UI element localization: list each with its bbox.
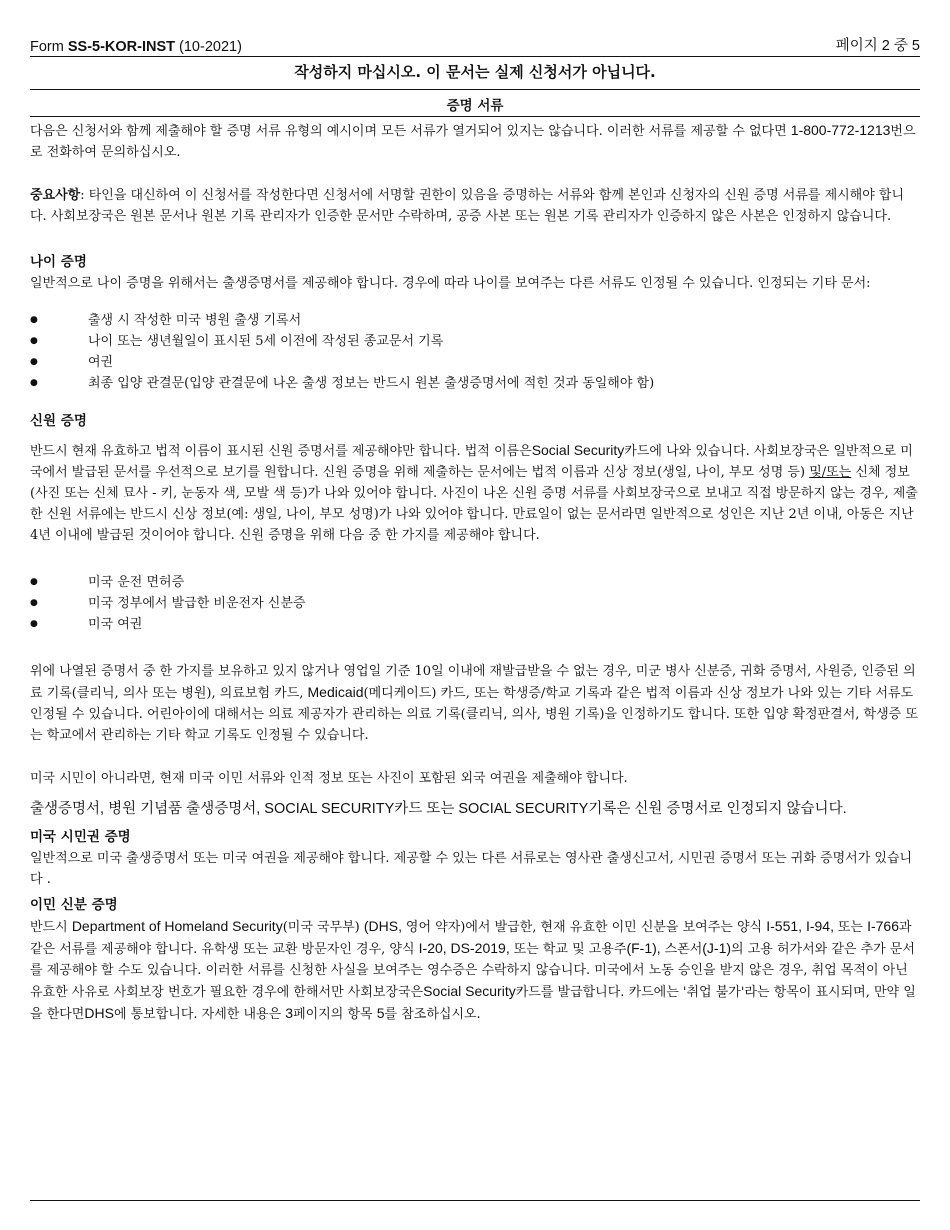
page-number: 페이지 2 중 5 (835, 38, 920, 54)
list-item: ● 미국 여권 (30, 614, 920, 635)
identity-list (30, 572, 920, 635)
form-prefix: Form (30, 39, 68, 55)
immigration-paragraph: 반드시 Department of Homeland Security(미국 국무부) (DHS, 영어 약자)에서 발급한, 현재 유효한 이민 신분을 보여주는 양식 I-551, I-94, 또는 I-766과 같은 서류를 제공해야 합니다. 유학생 또는 교환 방문자인 경우, 양식 I-20, DS-2019, 또는 학교 및 고용주(F-1), 스폰서(J-1)의 고용 허가서와 같은 추가 문서를 제공해야 할 수도 있습니다. 이러한 서류를 신청한 사실을 보여주는 영수증은 수락하지 않습니다. 미국에서 노동 승인을 받지 않은 경우, 취업 목적이 아닌 유효한 사유로 사회보장 번호가 필요한 경우에 한해서만 사회보장국은Social Security카드를 발급합니다. 카드에는 '취업 불가'라는 항목이 표시되며, 만약 일을 한다면DHS에 통보합니다. 자세한 내용은 3페이지의 항목 5를 참조하십시오. (30, 918, 916, 1022)
header-rule (30, 56, 920, 57)
identity-paragraph: 반드시 현재 유효하고 법적 이름이 표시된 신원 증명서를 제공해야만 합니다. 법적 이름은Social Security카드에 나와 있습니다. 사회보장국은 일반적으로 미국에서 발급된 문서를 우선적으로 보기를 원합니다. 신원 증명을 위해 제출하는 문서에는 법적 이름과 신상 정보(생일, 나이, 부모 성명 등) 및/또는 신체 정보(사진 또는 신체 묘사 - 키, 눈동자 색, 모발 색 등)가 나와 있어야 합니다. 사진이 나온 신원 증명 서류를 사회보장국으로 보내고 직접 방문하지 않는 경우, 제출한 신원 서류에는 반드시 신상 정보(예: 생일, 나이, 부모 성명)가 나와 있어야 합니다. 만료일이 없는 문서라면 일반적으로 성인은 지난 2년 이내, 아동은 지난 4년 이내에 발급된 것이어야 합니다. 신원 증명을 위해 다음 중 한 가지를 제공해야 합니다. (30, 442, 918, 543)
document-body (30, 120, 920, 1025)
list-item: ● 여권 (30, 352, 920, 373)
identity-alternatives-paragraph: 위에 나열된 증명서 중 한 가지를 보유하고 있지 않거나 영업일 기준 10일 이내에 재발급받을 수 없는 경우, 미군 병사 신분증, 귀화 증명서, 사원증, 인증된 의료 기록(클리닉, 의사 또는 병원), 의료보험 카드, Medicaid(메디케이드) 카드, 또는 학생증/학교 기록과 같은 법적 이름과 신상 정보가 나와 있는 기타 서류도 인정될 수 있습니다. 어린아이에 대해서는 의료 제공자가 관리하는 의료 기록(클리닉, 의사, 병원 기록)을 인정하기도 합니다. 또한 입양 확정판결서, 학생증 또는 학교에서 관리하는 기타 학교 기록도 인정될 수 있습니다. (30, 664, 918, 743)
list-item: ● 미국 운전 면허증 (30, 572, 920, 593)
intro-paragraph: 다음은 신청서와 함께 제출해야 할 증명 서류 유형의 예시이며 모든 서류가 열거되어 있지는 않습니다. 이러한 서류를 제공할 수 없다면 1-800-772-1213번으로 전화하여 문의하십시오. (30, 122, 916, 160)
important-label: 중요사항 (30, 188, 81, 203)
section-rule (30, 116, 920, 117)
identity-heading: 신원 증명 (30, 413, 87, 429)
warning-banner: 작성하지 마십시오. 이 문서는 실제 신청서가 아닙니다. (294, 63, 656, 81)
list-item: ● 나이 또는 생년월일이 표시된 5세 이전에 작성된 종교문서 기록 (30, 331, 920, 352)
form-identifier (30, 39, 242, 55)
immigration-heading: 이민 신분 증명 (30, 897, 118, 913)
warning-rule (30, 89, 920, 90)
age-paragraph: 일반적으로 나이 증명을 위해서는 출생증명서를 제공해야 합니다. 경우에 따라 나이를 보여주는 다른 서류도 인정될 수 있습니다. 인정되는 기타 문서: (30, 276, 871, 291)
age-list (30, 310, 920, 394)
citizenship-paragraph: 일반적으로 미국 출생증명서 또는 미국 여권을 제공해야 합니다. 제공할 수 있는 다른 서류로는 영사관 출생신고서, 시민권 증명서 또는 귀화 증명서가 있습니다 . (30, 851, 913, 887)
citizenship-heading: 미국 시민권 증명 (30, 829, 131, 845)
important-paragraph: 중요사항: 타인을 대신하여 이 신청서를 작성한다면 신청서에 서명할 권한이 있음을 증명하는 서류와 함께 본인과 신청자의 신원 증명 서류를 제시해야 합니다. 사회보장국은 원본 문서나 원본 기록 관리자가 인증한 문서만 수락하며, 공증 사본 또는 원본 기록 관리자가 인증하지 않은 사본은 인정하지 않습니다. (30, 188, 905, 224)
list-item: ● 최종 입양 관결문(입양 관결문에 나온 출생 정보는 반드시 원본 출생증명서에 적힌 것과 동일해야 함) (30, 373, 920, 394)
underlined-andor: 및/또는 (809, 465, 852, 480)
phone-number: 1-800-772-1213 (790, 122, 891, 138)
list-item: ● 미국 정부에서 발급한 비운전자 신분증 (30, 593, 920, 614)
list-item: ● 출생 시 작성한 미국 병원 출생 기록서 (30, 310, 920, 331)
page-header (30, 35, 920, 55)
age-heading: 나이 증명 (30, 254, 87, 270)
not-accepted-paragraph: 출생증명서, 병원 기념품 출생증명서, SOCIAL SECURITY카드 또는 SOCIAL SECURITY기록은 신원 증명서로 인정되지 않습니다. (30, 801, 847, 817)
form-date: (10-2021) (175, 39, 242, 55)
form-code: SS-5-KOR-INST (67, 39, 176, 55)
section-title: 증명 서류 (446, 98, 504, 114)
footer-rule (30, 1200, 920, 1201)
noncitizen-paragraph: 미국 시민이 아니라면, 현재 미국 이민 서류와 인적 정보 또는 사진이 포함된 외국 여권을 제출해야 합니다. (30, 771, 628, 786)
